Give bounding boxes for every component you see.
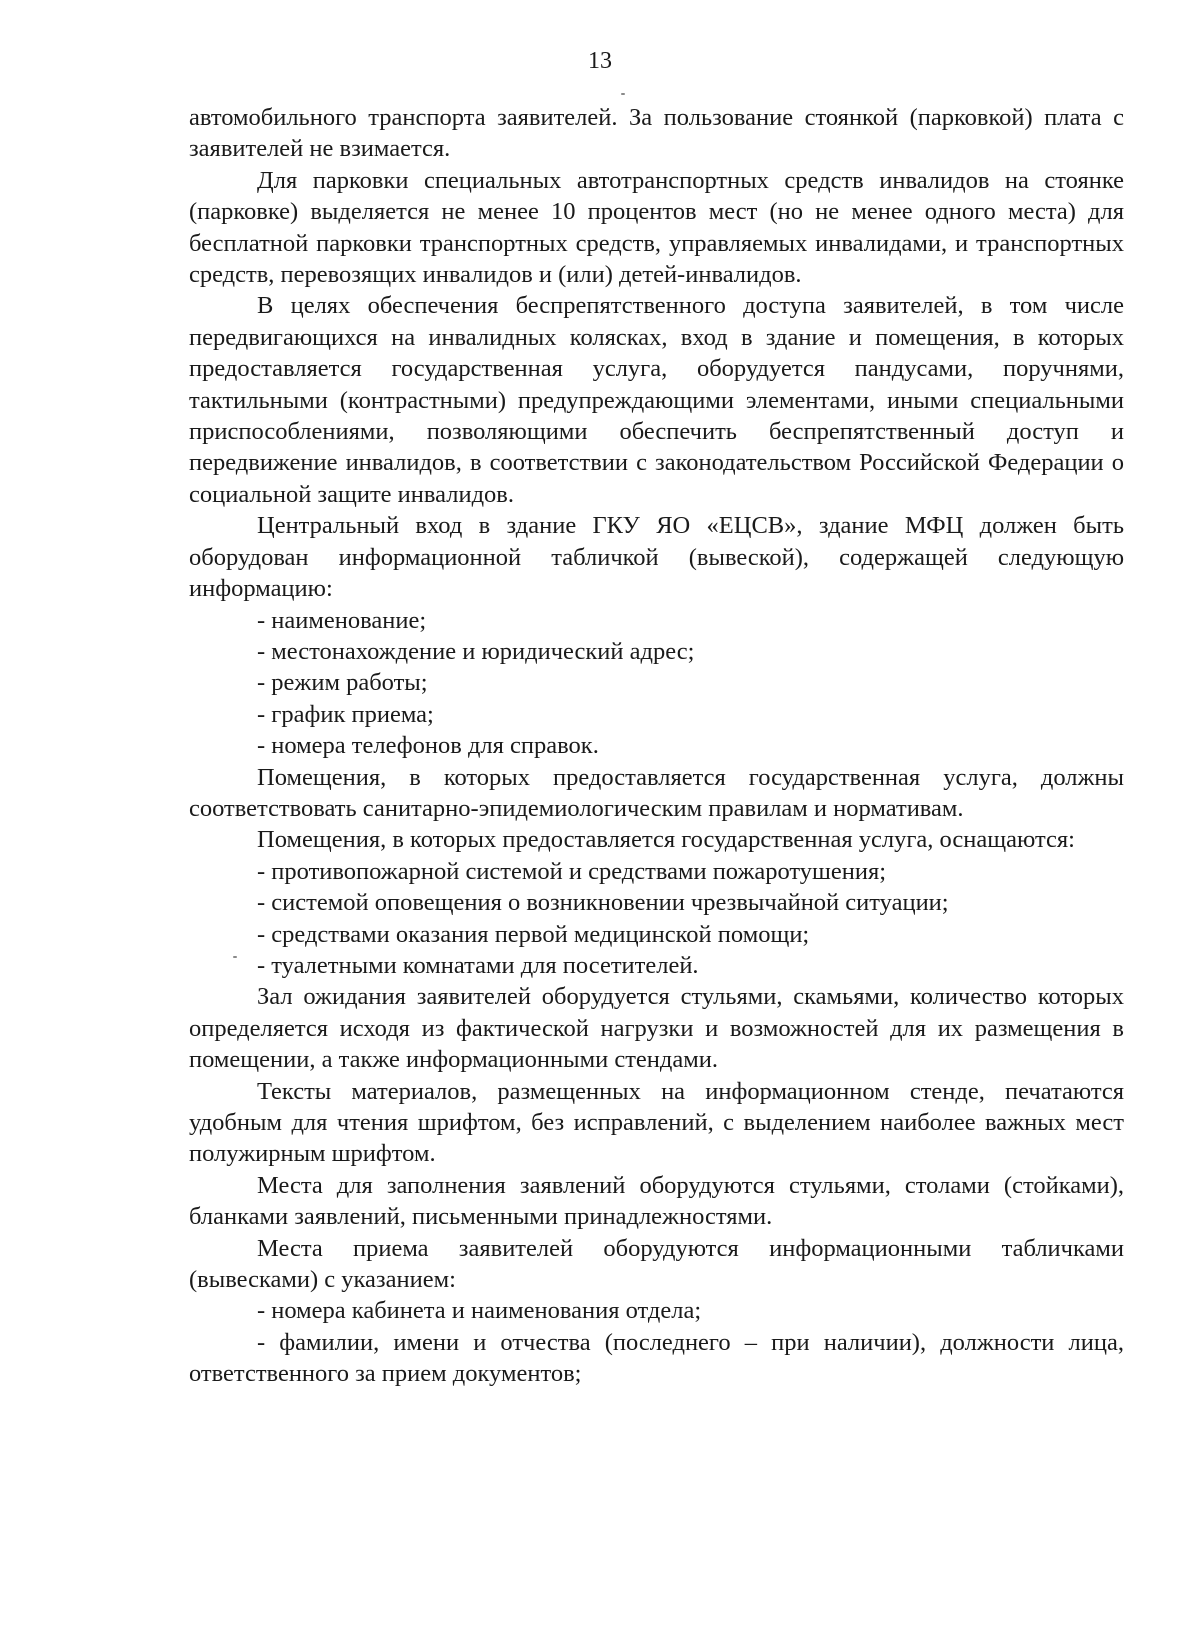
page-number: 13 [588,48,612,74]
list-item: - график приема; [257,700,434,728]
paragraph: В целях обеспечения беспрепятственного доступа заявителей, в том числе передвигающихся на инвалидных колясках, вход в здание и помещения, в которых предоставляется государственная услуга, оборудуется пандусами, поручнями, тактильными (контрастными) предупреждающими элементами, иными специальными приспособлениями, позволяющими обеспечить беспрепятственный доступ и передвижение инвалидов, в соответствии с законодательством Российской Федерации о социальной защите инвалидов. [189,292,1124,508]
list-item: - системой оповещения о возникновении чрезвычайной ситуации; [257,889,949,917]
list-item: - наименование; [257,606,427,634]
paragraph: Помещения, в которых предоставляется государственная услуга, должны соответствовать санитарно-эпидемиологическим правилам и нормативам. [189,763,1124,822]
list-item: - средствами оказания первой медицинской помощи; [257,920,810,948]
paragraph: Центральный вход в здание ГКУ ЯО «ЕЦСВ», здание МФЦ должен быть оборудован информационной табличкой (вывеской), содержащей следующую информацию: [189,512,1124,603]
list-item: - местонахождение и юридический адрес; [257,637,695,665]
paragraph: Зал ожидания заявителей оборудуется стульями, скамьями, количество которых определяется исходя из фактической нагрузки и возможностей для их размещения в помещении, а также информационными стендами. [189,983,1124,1074]
paragraph: автомобильного транспорта заявителей. За пользование стоянкой (парковкой) плата с заявителей не взимается. [189,104,1124,163]
list-item: - режим работы; [257,669,428,697]
paragraph: Для парковки специальных автотранспортных средств инвалидов на стоянке (парковке) выделяется не менее 10 процентов мест (но не менее одного места) для бесплатной парковки транспортных средств, управляемых инвалидами, и транспортных средств, перевозящих инвалидов и (или) детей-инвалидов. [189,166,1124,289]
list-item: - противопожарной системой и средствами пожаротушения; [257,857,887,885]
paragraph: Места приема заявителей оборудуются информационными табличками (вывесками) с указанием: [189,1234,1124,1294]
list-item: - туалетными комнатами для посетителей. [257,951,699,979]
paragraph: Помещения, в которых предоставляется государственная услуга, оснащаются: [257,826,1075,854]
scan-speck [621,93,625,95]
paragraph: Места для заполнения заявлений оборудуются стульями, столами (стойками), бланками заявлений, письменными принадлежностями. [189,1171,1124,1231]
list-item: - номера кабинета и наименования отдела; [257,1297,702,1325]
list-item: - номера телефонов для справок. [257,732,599,760]
document-body [189,102,1124,1390]
list-item: - фамилии, имени и отчества (последнего – при наличии), должности лица, ответственного за прием документов; [189,1328,1124,1388]
paragraph: Тексты материалов, размещенных на информационном стенде, печатаются удобным для чтения шрифтом, без исправлений, с выделением наиболее важных мест полужирным шрифтом. [189,1077,1124,1168]
